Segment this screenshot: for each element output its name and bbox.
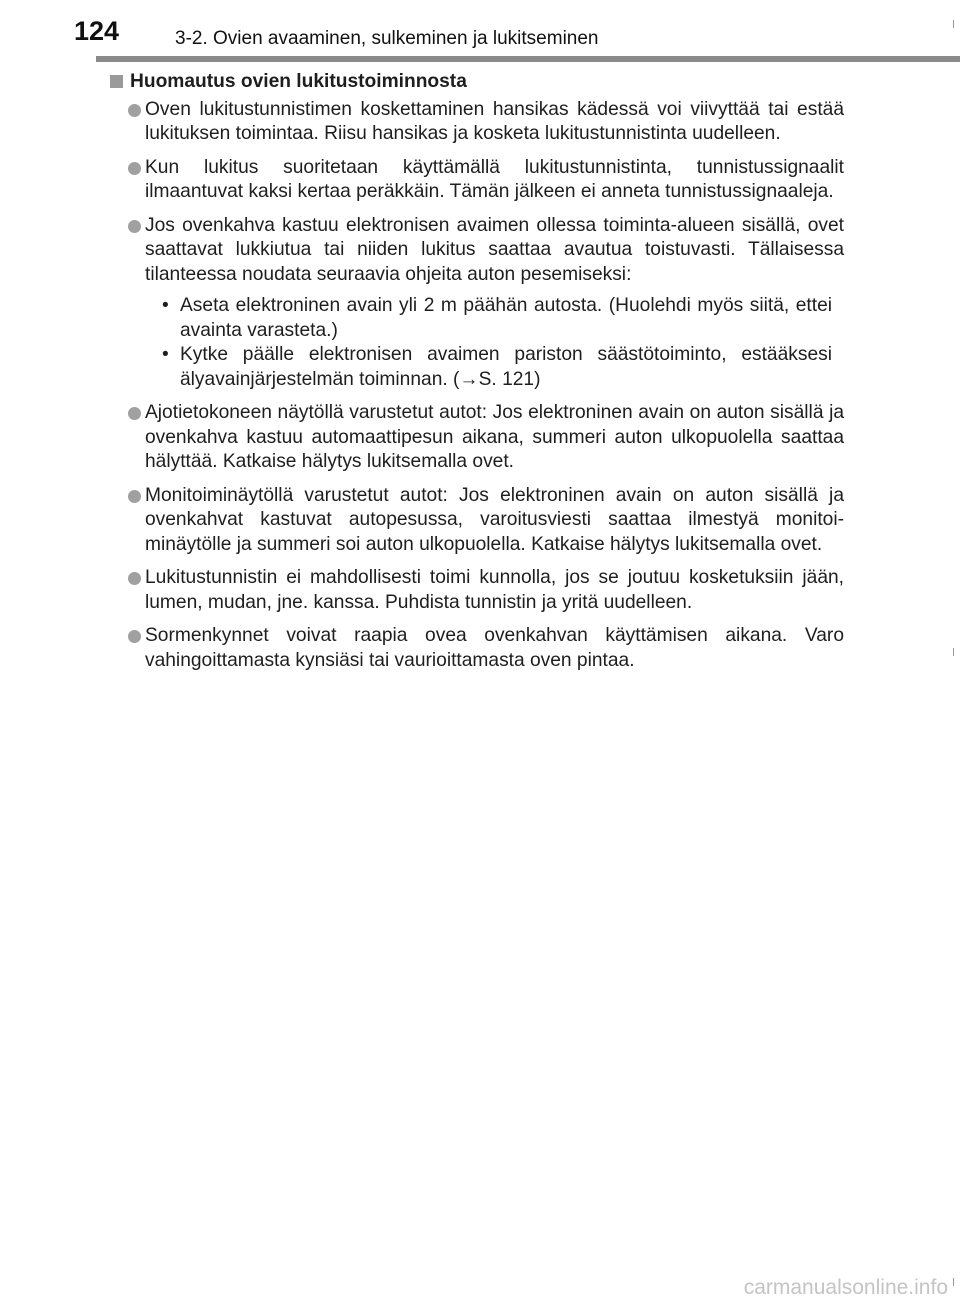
list-item	[110, 214, 844, 393]
sub-list-item-text: Kytke päälle elektronisen avaimen pariston säästötoiminto, estääksesi älyavainjärjestelmän toiminnan. (	[180, 344, 832, 390]
crop-mark	[953, 1278, 954, 1286]
chapter-title: 3-2. Ovien avaaminen, sulkeminen ja lukitseminen	[175, 28, 599, 49]
arrow-icon: →	[459, 368, 479, 390]
list-item	[110, 156, 844, 205]
page-number: 124	[74, 16, 120, 46]
sub-list-item	[162, 294, 832, 343]
crop-mark	[953, 648, 954, 656]
header-rule	[96, 56, 960, 62]
circle-bullet-icon	[128, 572, 141, 585]
list-item	[110, 624, 844, 673]
circle-bullet-icon	[128, 220, 141, 233]
list-item-text: Kun lukitus suoritetaan käyttämällä lukitustunnistinta, tunnistussignaalit ilmaantuvat kaksi kertaa peräkkäin. Tämän jälkeen ei anneta tunnistussignaaleja.	[145, 156, 844, 202]
list-item-text: Ajotietokoneen näytöllä varustetut autot: Jos elektroninen avain on auton sisällä ja ovenkahva kastuu automaattipesun aikana, summeri auton ulkopuolella saattaa hälyttää. Katkaise hälytys lukitsemalla ovet.	[145, 402, 844, 472]
list-item	[110, 484, 844, 558]
sub-bullet-icon: •	[162, 344, 169, 365]
list-item	[110, 401, 844, 475]
page-content	[110, 70, 844, 682]
sub-bullet-icon: •	[162, 295, 169, 316]
crop-mark	[953, 20, 954, 28]
circle-bullet-icon	[128, 630, 141, 643]
circle-bullet-icon	[128, 162, 141, 175]
square-bullet-icon	[110, 75, 123, 88]
list-item-text: Sormenkynnet voivat raapia ovea ovenkahvan käyttämisen aikana. Varo vahingoittamasta kynsiäsi tai vaurioittamasta oven pintaa.	[145, 625, 844, 671]
watermark: carmanualsonline.info	[743, 1276, 948, 1299]
page-header	[0, 0, 960, 58]
list-item-text: Oven lukitustunnistimen koskettaminen hansikas kädessä voi viivyttää tai estää lukituksen toimintaa. Riisu hansikas ja kosketa lukitustunnistinta uudelleen.	[145, 98, 844, 144]
sub-list-item-text: Aseta elektroninen avain yli 2 m päähän autosta. (Huolehdi myös siitä, ettei avainta varasteta.)	[180, 295, 832, 341]
cross-reference-link[interactable]: S. 121)	[478, 368, 541, 390]
list-item	[110, 566, 844, 615]
sub-list	[145, 294, 844, 392]
section-heading: Huomautus ovien lukitustoiminnosta	[110, 70, 844, 95]
circle-bullet-icon	[128, 104, 141, 117]
sub-list-item	[162, 343, 832, 392]
list-item-text: Lukitustunnistin ei mahdollisesti toimi kunnolla, jos se joutuu kosketuksiin jään, lumen, mudan, jne. kanssa. Puhdista tunnistin ja yritä uudelleen.	[145, 567, 844, 613]
list-item	[110, 98, 844, 147]
list-item-text: Monitoiminäytöllä varustetut autot: Jos elektroninen avain on auton sisällä ja ovenkahvat kastuvat autopesussa, varoitusviesti saattaa ilmestyä monitoiminäytölle ja summeri soi auton ulkopuolella. Katkaise hälytys lukitsemalla ovet.	[145, 484, 844, 555]
circle-bullet-icon	[128, 490, 141, 503]
list-item-text: Jos ovenkahva kastuu elektronisen avaimen ollessa toiminta-alueen sisällä, ovet saattavat lukkiutua tai niiden lukitus saattaa avautua toistuvasti. Tällaisessa tilanteessa noudata seuraavia ohjeita auton pesemiseksi:	[145, 214, 844, 285]
circle-bullet-icon	[128, 407, 141, 420]
